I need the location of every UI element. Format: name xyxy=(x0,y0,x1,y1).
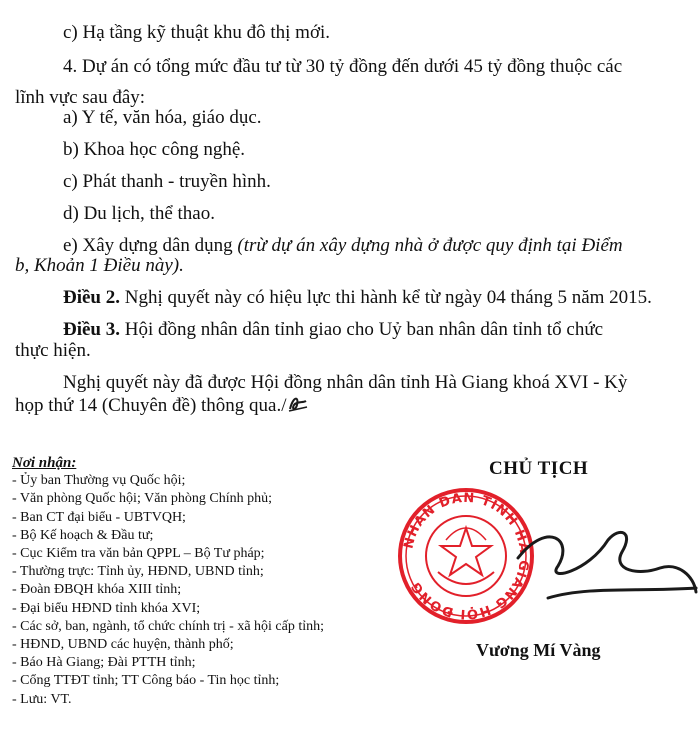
recipients-block xyxy=(12,454,324,709)
text-line-14-text: họp thứ 14 (Chuyên đề) thông qua./ xyxy=(15,395,287,416)
official-seal-icon xyxy=(398,480,698,632)
recipient-item: - Đại biểu HĐND tỉnh khóa XVI; xyxy=(12,600,201,616)
recipient-item: - Cục Kiểm tra văn bản QPPL – Bộ Tư pháp; xyxy=(12,546,265,562)
text-line-6: c) Phát thanh - truyền hình. xyxy=(63,171,271,192)
text-line-2: 4. Dự án có tổng mức đầu tư từ 30 tỷ đồng đến dưới 45 tỷ đồng thuộc các xyxy=(63,56,623,77)
recipient-item: - HĐND, UBND các huyện, thành phố; xyxy=(12,637,234,653)
recipient-item: - Văn phòng Quốc hội; Văn phòng Chính phủ; xyxy=(12,491,273,507)
article-3-label: Điều 3. xyxy=(63,319,120,340)
signer-title: CHỦ TỊCH xyxy=(489,458,589,479)
article-2-label: Điều 2. xyxy=(63,287,120,308)
signer-name: Vương Mí Vàng xyxy=(476,640,601,660)
recipient-item: - Báo Hà Giang; Đài PTTH tỉnh; xyxy=(12,655,196,671)
recipients-heading: Nơi nhận: xyxy=(12,455,77,471)
seal-text: NHÂN DÂN TỈNH HÀ GIANG HỘI ĐỒNG xyxy=(401,490,532,622)
article-3 xyxy=(63,318,603,342)
text-line-9: b, Khoản 1 Điều này). xyxy=(15,255,184,276)
text-line-3: lĩnh vực sau đây: xyxy=(15,87,146,108)
article-2 xyxy=(63,286,652,310)
recipient-item: - Ban CT đại biểu - UBTVQH; xyxy=(12,509,186,525)
recipient-item: - Đoàn ĐBQH khóa XIII tỉnh; xyxy=(12,582,182,598)
recipient-item: - Ủy ban Thường vụ Quốc hội; xyxy=(12,473,186,489)
article-3-text: Hội đồng nhân dân tỉnh giao cho Uỷ ban nhân dân tỉnh tổ chức xyxy=(120,319,604,340)
text-line-1: c) Hạ tầng kỹ thuật khu đô thị mới. xyxy=(63,22,331,43)
text-line-13: Nghị quyết này đã được Hội đồng nhân dân tỉnh Hà Giang khoá XVI - Kỳ xyxy=(63,372,628,393)
article-2-text: Nghị quyết này có hiệu lực thi hành kể từ ngày 04 tháng 5 năm 2015. xyxy=(120,287,652,308)
text-line-14 xyxy=(15,393,309,418)
text-line-12: thực hiện. xyxy=(15,340,91,361)
text-line-8-italic: (trừ dự án xây dựng nhà ở được quy định tại Điểm xyxy=(237,235,623,256)
recipient-item: - Thường trực: Tỉnh ủy, HĐND, UBND tỉnh; xyxy=(12,564,264,580)
text-line-5: b) Khoa học công nghệ. xyxy=(63,139,246,160)
recipient-item: - Bộ Kế hoạch & Đầu tư; xyxy=(12,527,154,543)
recipient-item: - Các sở, ban, ngành, tổ chức chính trị - xã hội cấp tỉnh; xyxy=(12,618,325,634)
recipient-item: - Lưu: VT. xyxy=(12,691,72,707)
text-line-4: a) Y tế, văn hóa, giáo dục. xyxy=(63,107,262,128)
text-line-7: d) Du lịch, thể thao. xyxy=(63,203,215,224)
recipient-item: - Cổng TTĐT tỉnh; TT Công báo - Tin học tỉnh; xyxy=(12,673,280,689)
text-line-8-plain: e) Xây dựng dân dụng xyxy=(63,235,238,256)
initial-mark-icon xyxy=(287,393,309,413)
